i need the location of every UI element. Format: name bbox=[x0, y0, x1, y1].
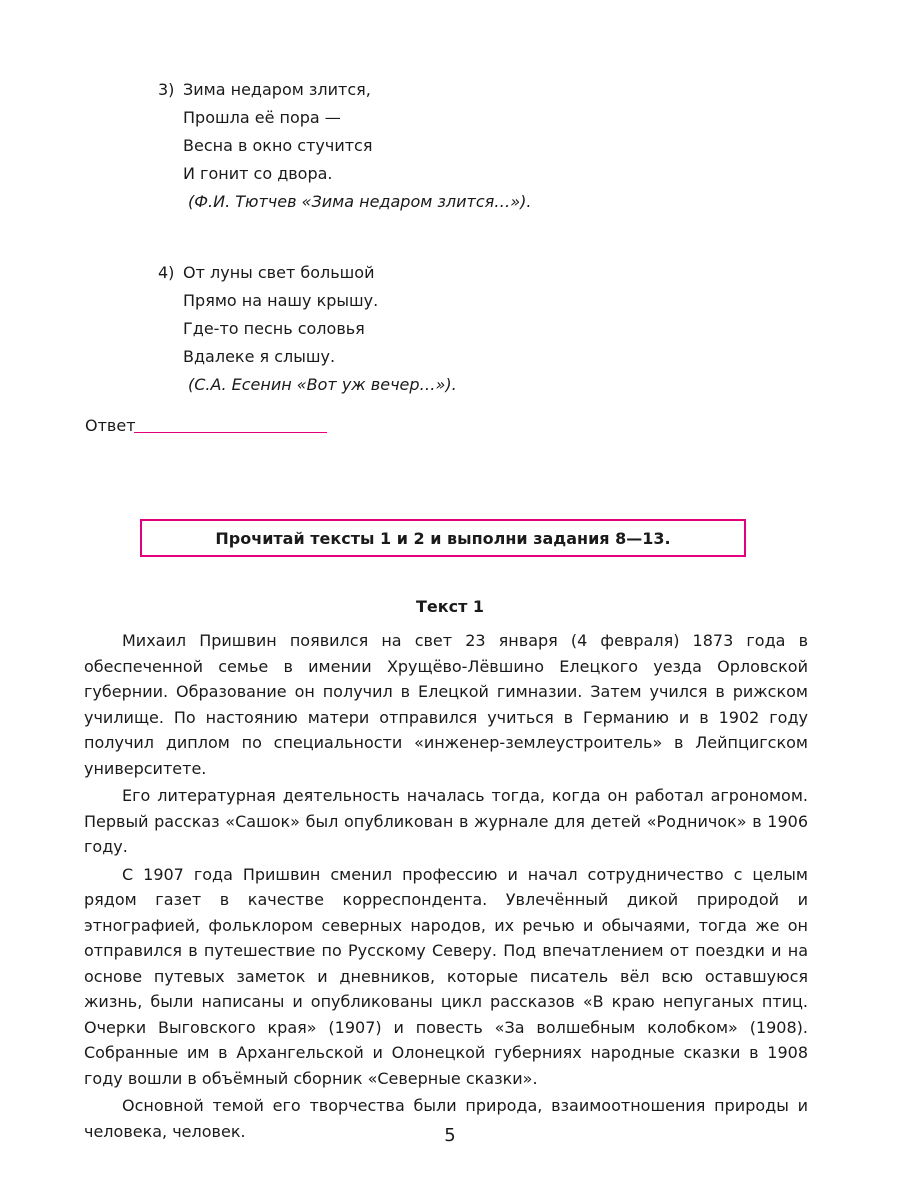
paragraph: Михаил Пришвин появился на свет 23 января (4 февраля) 1873 года в обеспеченной семье в имении Хрущёво-Лёвшино Елецкого уезда Орловской губернии. Образование он получил в Елецкой гимназии. Затем учился в рижском училище. По настоянию матери отправился учиться в Германию и в 1902 году получил диплом по специальности «инженер-землеустроитель» в Лейпцигском университете. bbox=[84, 631, 808, 778]
poem-attribution: (С.А. Есенин «Вот уж вечер…»). bbox=[188, 375, 457, 394]
poem-line: Где-то песнь соловья bbox=[183, 319, 365, 338]
paragraph: Его литературная деятельность началась тогда, когда он работал агрономом. Первый рассказ «Сашок» был опубликован в журнале для детей «Родничок» в 1906 году. bbox=[84, 786, 808, 856]
page-number: 5 bbox=[444, 1125, 456, 1146]
poem-line: Прошла её пора — bbox=[183, 108, 341, 127]
poem-number: 3) bbox=[158, 80, 175, 99]
answer-label: Ответ bbox=[85, 416, 136, 435]
paragraph: С 1907 года Пришвин сменил профессию и начал сотрудничество с целым рядом газет в качестве корреспондента. Увлечённый дикой природой и этнографией, фольклором северных народов, их речью и обычаями, тогда же он отправился в путешествие по Русскому Северу. Под впечатлением от поездки и на основе путевых заметок и дневников, которые писатель вёл всю оставшуюся жизнь, были написаны и опубликованы цикл рассказов «В краю непуганых птиц. Очерки Выговского края» (1907) и повесть «За волшебным колобком» (1908). Собранные им в Архангельской и Олонецкой губерниях народные сказки в 1908 году вошли в объёмный сборник «Северные сказки». bbox=[84, 864, 808, 1088]
task-instruction-box bbox=[140, 519, 746, 557]
poem-line: И гонит со двора. bbox=[183, 164, 333, 183]
text-body bbox=[84, 628, 808, 1146]
text-title: Текст 1 bbox=[415, 597, 485, 616]
poem-line: От луны свет большой bbox=[183, 263, 375, 282]
poem-lines bbox=[183, 259, 457, 399]
poem-attribution: (Ф.И. Тютчев «Зима недаром злится…»). bbox=[188, 192, 532, 211]
poem-number: 4) bbox=[158, 263, 175, 282]
poem-line: Зима недаром злится, bbox=[183, 80, 371, 99]
task-instruction-text: Прочитай тексты 1 и 2 и выполни задания 8—13. bbox=[215, 528, 671, 548]
poem-line: Вдалеке я слышу. bbox=[183, 347, 336, 366]
poem-line: Прямо на нашу крышу. bbox=[183, 291, 379, 310]
poem-lines bbox=[183, 76, 531, 216]
answer-field[interactable] bbox=[134, 432, 327, 433]
paragraph: Основной темой его творчества были природа, взаимоотношения природы и человека, человек. bbox=[84, 1096, 808, 1141]
poem-line: Весна в окно стучится bbox=[183, 136, 373, 155]
